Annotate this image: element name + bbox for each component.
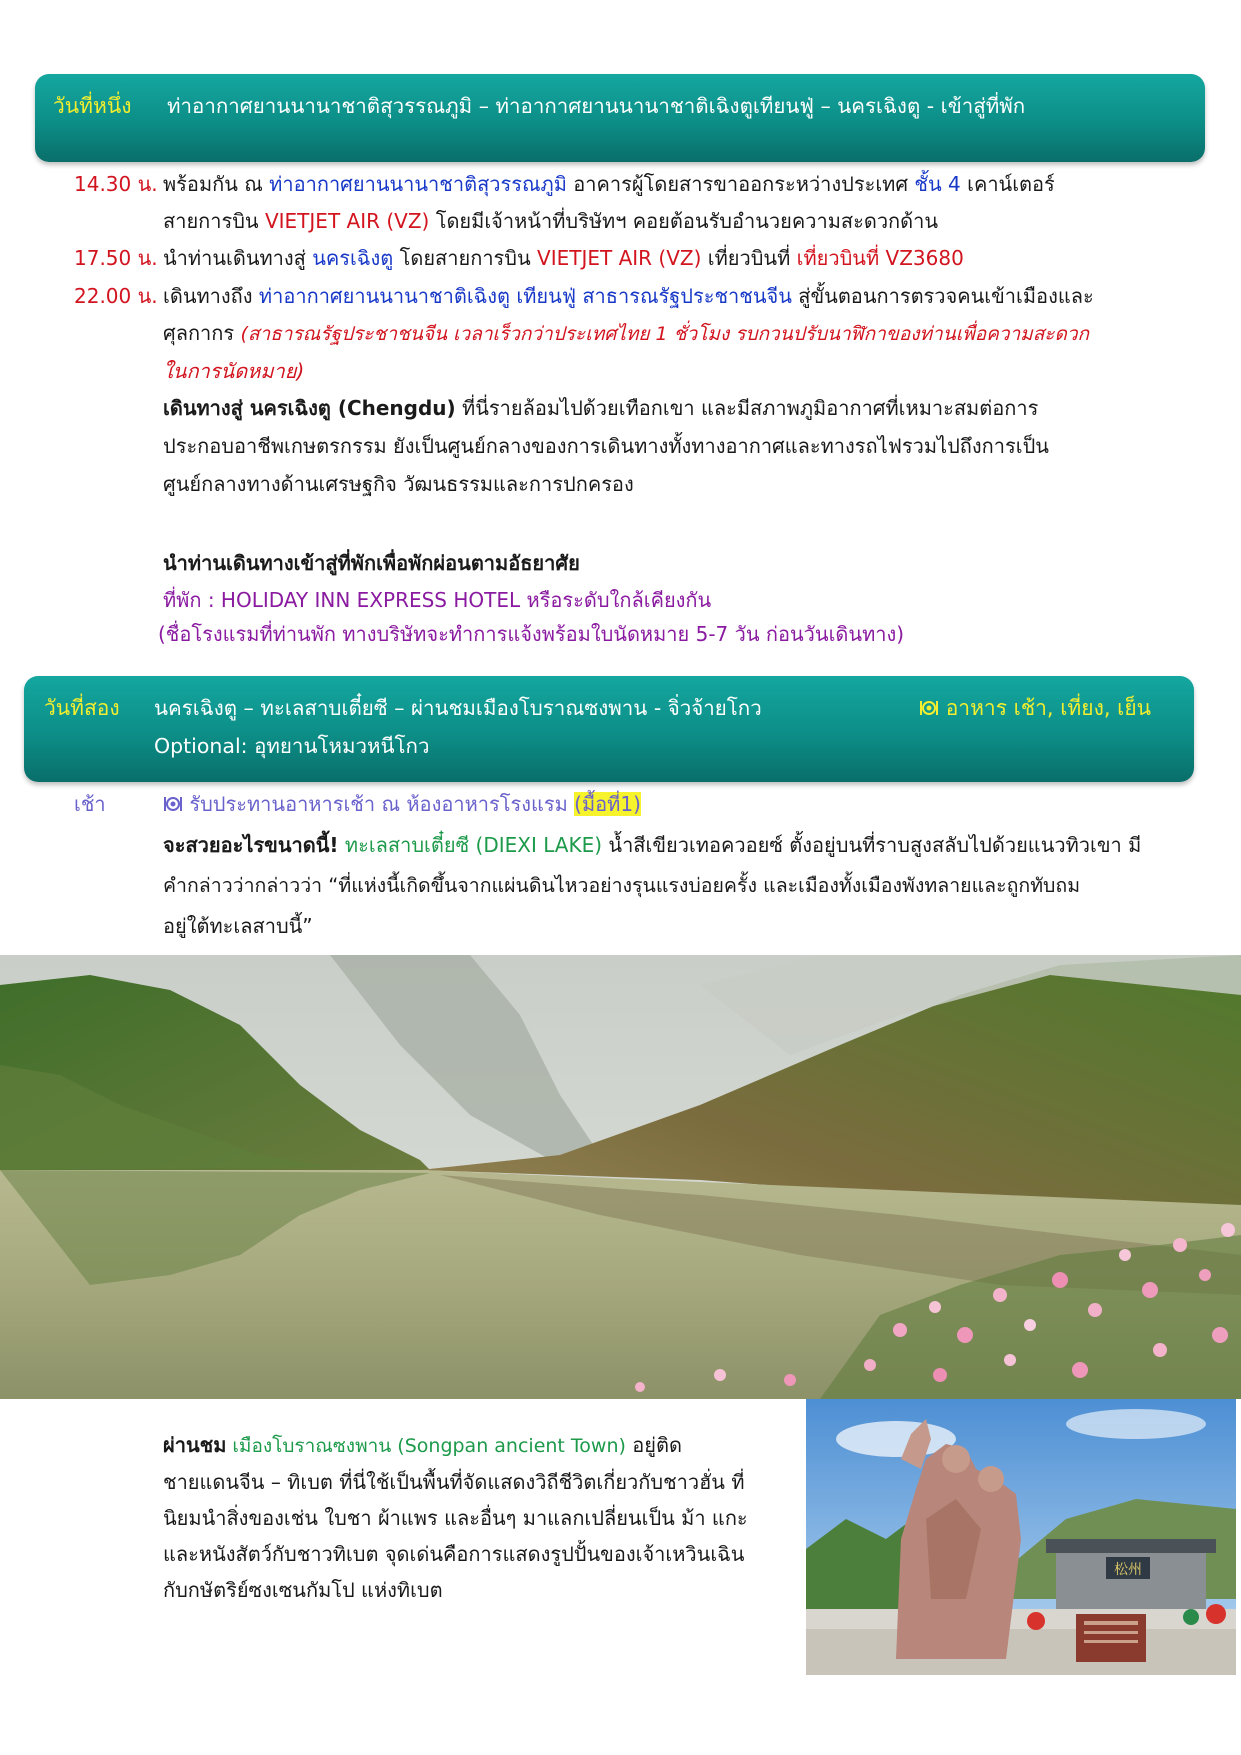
day2-label: วันที่สอง (44, 696, 120, 720)
morning-label: เช้า (74, 792, 106, 816)
floor-label: ชั้น 4 (914, 172, 961, 196)
place-name: เมืองโบราณซงพาน (Songpan ancient Town) (226, 1435, 626, 1457)
meals-text: อาหาร เช้า, เที่ยง, เย็น (945, 696, 1152, 720)
day1-item-3 (0, 278, 1241, 389)
hotel-note: (ชื่อโรงแรมที่ท่านพัก ทางบริษัทจะทำการแจ้งพร้อมใบนัดหมาย 5-7 วัน ก่อนวันเดินทาง) (158, 622, 905, 646)
paragraph-lead: ผ่านชม (163, 1433, 227, 1457)
breakfast-text (163, 786, 1167, 823)
text-segment: อยู่ใต้ทะเลสาบนี้” (163, 914, 313, 938)
diexi-lake-photo (0, 955, 1241, 1399)
text-segment: อาคารผู้โดยสารขาออกระหว่างประเทศ (566, 172, 915, 196)
place-name: ทะเลสาบเตี๋ยซี (DIEXI LAKE) (338, 833, 603, 857)
text-segment: นิยมนำสิ่งของเช่น ใบชา ผ้าแพร และอื่นๆ มาแลกเปลี่ยนเป็น ม้า แกะ (163, 1506, 748, 1530)
airline-name: VIETJET AIR (VZ) (537, 246, 702, 270)
text-segment: นำท่านเดินทางสู่ (163, 246, 313, 270)
day2-breakfast (0, 786, 1241, 823)
gate-sign: 松州 (1114, 1562, 1142, 1578)
text-segment: เดินทางถึง (163, 284, 259, 308)
day2-optional: Optional: อุทยานโหมวหนีโกว (154, 734, 430, 758)
hotel-name: ที่พัก : HOLIDAY INN EXPRESS HOTEL หรือระดับใกล้เคียงกัน (163, 588, 712, 612)
text-segment: สู่ขั้นตอนการตรวจคนเข้าเมืองและ (791, 284, 1094, 308)
item-text (163, 278, 1167, 390)
lake-landscape (0, 955, 1241, 1399)
statue-scene (806, 1399, 1236, 1675)
text-segment: น้ำสีเขียวเทอควอยซ์ ตั้งอยู่บนที่ราบสูงสลับไปด้วยแนวทิวเขา มี (602, 833, 1142, 857)
day1-route: ท่าอากาศยานนานาชาติสุวรรณภูมิ – ท่าอากาศยานนานาชาติเฉิงตูเทียนฟู่ – นครเฉิงตู - เข้าสู่ที่พัก (167, 94, 1026, 118)
place-name: นครเฉิงตู (312, 246, 394, 270)
time-zone-note: ในการนัดหมาย) (163, 359, 305, 383)
text-segment: ที่นี่รายล้อมไปด้วยเทือกเขา และมีสภาพภูมิอากาศที่เหมาะสมต่อการ (455, 396, 1039, 420)
time-label: 22.00 น. (74, 284, 158, 308)
day1-banner (35, 74, 1205, 162)
plate-cutlery-icon (919, 698, 939, 718)
day1-item-1 (0, 166, 1241, 240)
text-segment: คำกล่าวว่ากล่าวว่า “ที่แห่งนี้เกิดขึ้นจากแผ่นดินไหวอย่างรุนแรงบ่อยครั้ง และเมืองทั้งเมืองพังทลายและถูกทับถม (163, 874, 1081, 897)
time-label: 14.30 น. (74, 172, 158, 196)
day1-label: วันที่หนึ่ง (53, 94, 132, 118)
text-segment: กับกษัตริย์ซงเซนกัมโป แห่งทิเบต (163, 1578, 443, 1602)
day2-route: นครเฉิงตู – ทะเลสาบเตี๋ยซี – ผ่านชมเมืองโบราณซงพาน - จิ่วจ้ายโกว (154, 696, 762, 720)
text-segment: ประกอบอาชีพเกษตรกรรม ยังเป็นศูนย์กลางของการเดินทางทั้งทางอากาศและทางรถไฟรวมไปถึงการเป็น (163, 434, 1049, 458)
airline-name: VIETJET AIR (VZ) (264, 209, 430, 233)
text-segment: โดยสายการบิน (393, 246, 538, 270)
text-segment: รับประทานอาหารเช้า ณ ห้องอาหารโรงแรม (189, 792, 575, 816)
songpan-statue-photo (806, 1399, 1236, 1675)
text-segment: เคาน์เตอร์ (960, 172, 1055, 196)
plate-cutlery-icon (163, 794, 183, 814)
songpan-paragraph (163, 1427, 793, 1608)
time-zone-note: (สาธารณรัฐประชาชนจีน เวลาเร็วกว่าประเทศไทย 1 ชั่วโมง รบกวนปรับนาฬิกาของท่านเพื่อความสะดวก (240, 323, 1090, 345)
flight-number: เที่ยวบินที่ VZ3680 (796, 246, 964, 270)
lake-paragraph (163, 825, 1167, 946)
text-segment: ศูนย์กลางทางด้านเศรษฐกิจ วัฒนธรรมและการปกครอง (163, 472, 634, 496)
place-name: ท่าอากาศยานนานาชาติเฉิงตู เทียนฟู่ สาธารณรัฐประชาชนจีน (258, 284, 792, 308)
item-text (163, 240, 1167, 277)
item-text (163, 166, 1167, 240)
text-segment: ศุลกากร (163, 321, 241, 345)
meals-info (919, 692, 1151, 725)
paragraph-lead: เดินทางสู่ นครเฉิงตู (Chengdu) (163, 396, 456, 420)
text-segment: สายการบิน (163, 209, 265, 233)
time-label: 17.50 น. (74, 246, 158, 270)
day1-item-2 (0, 240, 1241, 277)
day2-banner (24, 676, 1194, 782)
text-segment: เที่ยวบินที่ (701, 246, 797, 270)
text-segment: อยู่ติด (625, 1433, 682, 1457)
text-segment: และหนังสัตว์กับชาวทิเบต จุดเด่นคือการแสดงรูปปั้นของเจ้าเหวินเฉิน (163, 1542, 745, 1566)
text-segment: พร้อมกัน ณ (163, 172, 270, 196)
chengdu-paragraph (163, 389, 1167, 503)
meal-number: (มื้อที่1) (574, 792, 641, 816)
text-segment: โดยมีเจ้าหน้าที่บริษัทฯ คอยต้อนรับอำนวยความสะดวกด้าน (429, 209, 939, 233)
place-name: ท่าอากาศยานนานาชาติสุวรรณภูมิ (269, 172, 567, 196)
text-segment: ชายแดนจีน – ทิเบต ที่นี่ใช้เป็นพื้นที่จัดแสดงวิถีชีวิตเกี่ยวกับชาวฮั่น ที่ (163, 1470, 745, 1494)
paragraph-lead: จะสวยอะไรขนาดนี้! (163, 833, 339, 857)
hotel-lead: นำท่านเดินทางเข้าสู่ที่พักเพื่อพักผ่อนตามอัธยาศัย (163, 551, 580, 575)
